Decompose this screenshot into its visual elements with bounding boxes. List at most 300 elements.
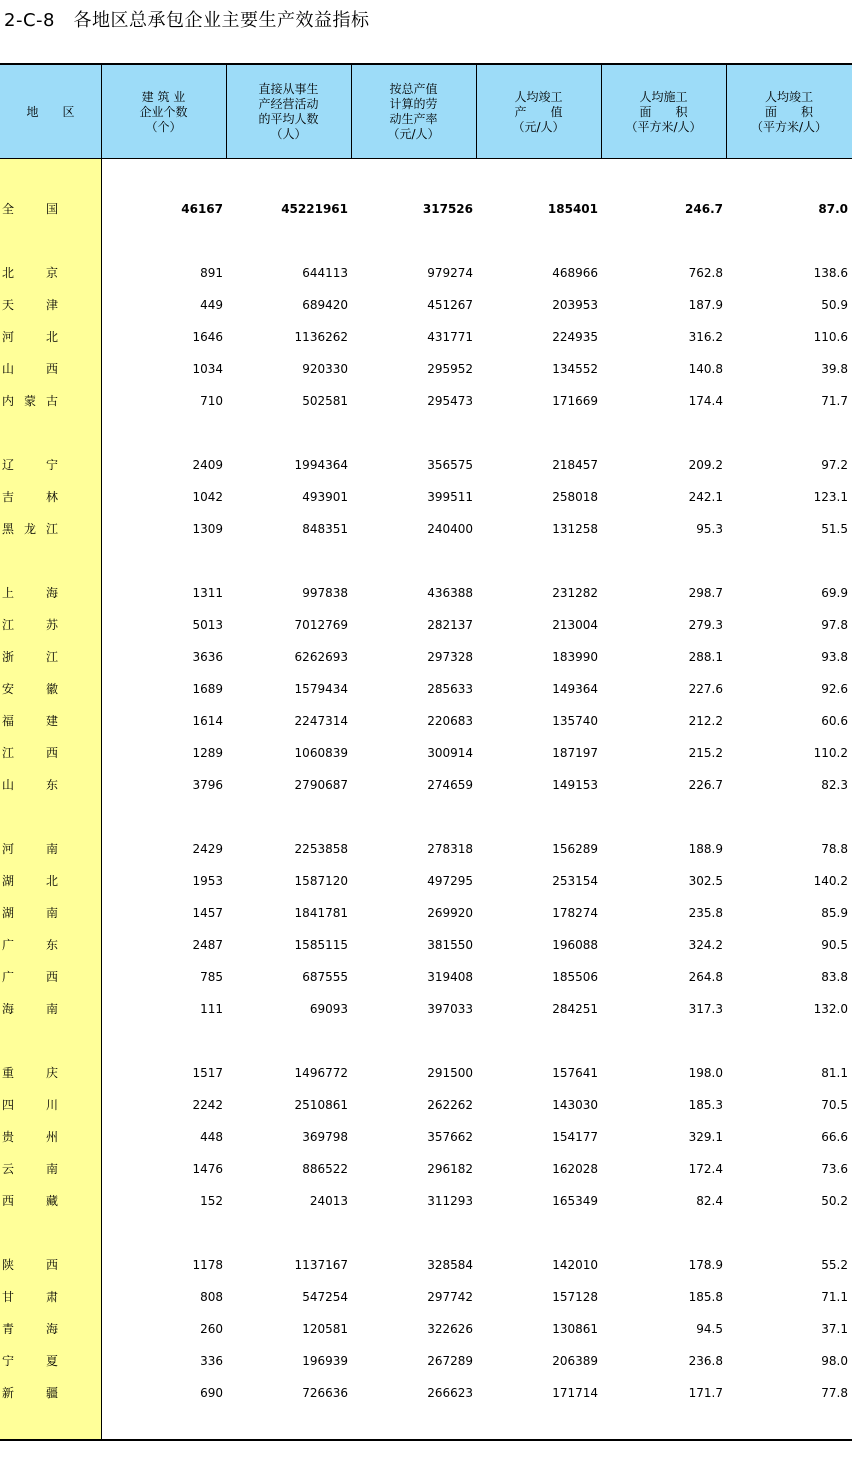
table-row <box>0 833 852 865</box>
region-name <box>2 737 58 769</box>
completed-output-per-capita-value: 468966 <box>552 266 598 280</box>
completed-output-per-capita-value: 131258 <box>552 522 598 536</box>
construction-area-per-capita-value: 236.8 <box>688 1354 723 1368</box>
completed-area-per-capita-value: 93.8 <box>821 650 848 664</box>
completed-area-per-capita-value: 39.8 <box>821 362 848 376</box>
construction-area-per-capita-value: 242.1 <box>688 490 723 504</box>
region-name-char: 山 <box>2 362 15 376</box>
completed-output-per-capita-value: 149364 <box>552 682 598 696</box>
average-employees-value: 502581 <box>302 394 348 408</box>
region-name-char: 天 <box>2 298 15 312</box>
region-name <box>2 641 58 673</box>
region-name-char: 南 <box>45 1002 58 1016</box>
labor-productivity-value: 291500 <box>427 1066 473 1080</box>
table-row <box>0 641 852 673</box>
labor-productivity-value: 267289 <box>427 1354 473 1368</box>
labor-productivity-value: 357662 <box>427 1130 473 1144</box>
completed-output-per-capita-value: 149153 <box>552 778 598 792</box>
completed-output-per-capita-value: 134552 <box>552 362 598 376</box>
header-divider <box>351 65 352 159</box>
completed-area-per-capita-value: 70.5 <box>821 1098 848 1112</box>
average-employees-value: 1579434 <box>294 682 348 696</box>
region-name-char: 南 <box>45 906 58 920</box>
table-row <box>0 481 852 513</box>
labor-productivity-value: 317526 <box>422 202 473 216</box>
completed-output-per-capita-value: 154177 <box>552 1130 598 1144</box>
completed-area-per-capita-value: 123.1 <box>813 490 848 504</box>
enterprise-count-value: 336 <box>200 1354 223 1368</box>
enterprise-count-value: 1309 <box>192 522 223 536</box>
completed-area-per-capita-value: 71.7 <box>821 394 848 408</box>
region-name-char: 国 <box>45 202 58 216</box>
construction-area-per-capita-value: 316.2 <box>688 330 723 344</box>
header-average-employees: 直接从事生 产经营活动 的平均人数 （人） <box>258 82 319 141</box>
labor-productivity-value: 262262 <box>427 1098 473 1112</box>
completed-output-per-capita-value: 258018 <box>552 490 598 504</box>
table-row <box>0 1313 852 1345</box>
region-name-char: 贵 <box>2 1130 15 1144</box>
enterprise-count-value: 2487 <box>192 938 223 952</box>
completed-area-per-capita-value: 90.5 <box>821 938 848 952</box>
enterprise-count-value: 710 <box>200 394 223 408</box>
region-name <box>2 865 58 897</box>
labor-productivity-value: 979274 <box>427 266 473 280</box>
completed-output-per-capita-value: 218457 <box>552 458 598 472</box>
header-divider <box>601 65 602 159</box>
construction-area-per-capita-value: 185.3 <box>688 1098 723 1112</box>
region-name-char: 河 <box>2 330 15 344</box>
table-row <box>0 1185 852 1217</box>
completed-output-per-capita-value: 203953 <box>552 298 598 312</box>
region-name <box>2 673 58 705</box>
average-employees-value: 69093 <box>309 1002 348 1016</box>
region-name-char: 河 <box>2 842 15 856</box>
region-name-char: 四 <box>2 1098 15 1112</box>
region-name-char: 东 <box>45 938 58 952</box>
region-name-char: 西 <box>45 1258 58 1272</box>
region-name-char: 苏 <box>45 618 58 632</box>
completed-output-per-capita-value: 171714 <box>552 1386 598 1400</box>
construction-area-per-capita-value: 94.5 <box>696 1322 723 1336</box>
region-name <box>2 1377 58 1409</box>
region-name-char: 陕 <box>2 1258 15 1272</box>
region-name-char: 海 <box>45 1322 58 1336</box>
table-row <box>0 1377 852 1409</box>
region-name <box>2 257 58 289</box>
table-row <box>0 577 852 609</box>
labor-productivity-value: 319408 <box>427 970 473 984</box>
table-row <box>0 1057 852 1089</box>
header-divider <box>226 65 227 159</box>
labor-productivity-value: 300914 <box>427 746 473 760</box>
table-row <box>0 737 852 769</box>
header-completed-output-per-capita: 人均竣工 产 值 （元/人） <box>512 89 565 134</box>
completed-output-per-capita-value: 284251 <box>552 1002 598 1016</box>
region-name-char: 辽 <box>2 458 15 472</box>
completed-output-per-capita-value: 162028 <box>552 1162 598 1176</box>
enterprise-count-value: 891 <box>200 266 223 280</box>
region-name-char: 湖 <box>2 874 15 888</box>
table-row <box>0 1249 852 1281</box>
labor-productivity-value: 322626 <box>427 1322 473 1336</box>
total-row <box>0 193 852 225</box>
labor-productivity-value: 278318 <box>427 842 473 856</box>
table-row <box>0 769 852 801</box>
region-name-char: 宁 <box>2 1354 15 1368</box>
region-name <box>2 897 58 929</box>
region-name <box>2 1153 58 1185</box>
construction-area-per-capita-value: 298.7 <box>688 586 723 600</box>
construction-area-per-capita-value: 174.4 <box>688 394 723 408</box>
average-employees-value: 1585115 <box>294 938 348 952</box>
header-enterprise-count: 建 筑 业 企业个数 （个） <box>139 89 188 134</box>
table-row <box>0 961 852 993</box>
labor-productivity-value: 269920 <box>427 906 473 920</box>
header-labor-productivity: 按总产值 计算的劳 动生产率 （元/人） <box>387 82 440 141</box>
labor-productivity-value: 282137 <box>427 618 473 632</box>
region-name-char: 云 <box>2 1162 15 1176</box>
completed-area-per-capita-value: 140.2 <box>813 874 848 888</box>
completed-output-per-capita-value: 171669 <box>552 394 598 408</box>
region-name-char: 新 <box>2 1386 15 1400</box>
enterprise-count-value: 1311 <box>192 586 223 600</box>
average-employees-value: 1136262 <box>294 330 348 344</box>
enterprise-count-value: 1953 <box>192 874 223 888</box>
region-name-char: 龙 <box>23 522 36 536</box>
labor-productivity-value: 266623 <box>427 1386 473 1400</box>
average-employees-value: 1060839 <box>294 746 348 760</box>
table-row <box>0 449 852 481</box>
table-row <box>0 993 852 1025</box>
enterprise-count-value: 1178 <box>192 1258 223 1272</box>
completed-output-per-capita-value: 185506 <box>552 970 598 984</box>
header-region: 地 区 <box>26 104 75 119</box>
header-divider <box>101 65 102 159</box>
region-name <box>2 993 58 1025</box>
construction-area-per-capita-value: 172.4 <box>688 1162 723 1176</box>
average-employees-value: 196939 <box>302 1354 348 1368</box>
region-name-char: 疆 <box>45 1386 58 1400</box>
construction-area-per-capita-value: 188.9 <box>688 842 723 856</box>
region-name <box>2 481 58 513</box>
enterprise-count-value: 3636 <box>192 650 223 664</box>
table-row <box>0 1121 852 1153</box>
labor-productivity-value: 295473 <box>427 394 473 408</box>
region-name-char: 州 <box>45 1130 58 1144</box>
region-name-char: 徽 <box>45 682 58 696</box>
labor-productivity-value: 274659 <box>427 778 473 792</box>
region-name <box>2 577 58 609</box>
region-name-char: 黑 <box>2 522 15 536</box>
completed-output-per-capita-value: 142010 <box>552 1258 598 1272</box>
average-employees-value: 997838 <box>302 586 348 600</box>
region-name-char: 川 <box>45 1098 58 1112</box>
enterprise-count-value: 1646 <box>192 330 223 344</box>
construction-area-per-capita-value: 171.7 <box>688 1386 723 1400</box>
labor-productivity-value: 297328 <box>427 650 473 664</box>
region-name-char: 南 <box>45 1162 58 1176</box>
completed-output-per-capita-value: 185401 <box>547 202 598 216</box>
region-name-char: 内 <box>2 394 15 408</box>
table-row <box>0 865 852 897</box>
completed-area-per-capita-value: 98.0 <box>821 1354 848 1368</box>
average-employees-value: 2253858 <box>294 842 348 856</box>
enterprise-count-value: 1042 <box>192 490 223 504</box>
header-divider <box>476 65 477 159</box>
table-row <box>0 705 852 737</box>
labor-productivity-value: 431771 <box>427 330 473 344</box>
enterprise-count-value: 1289 <box>192 746 223 760</box>
completed-area-per-capita-value: 51.5 <box>821 522 848 536</box>
completed-area-per-capita-value: 110.2 <box>813 746 848 760</box>
enterprise-count-value: 260 <box>200 1322 223 1336</box>
enterprise-count-value: 1457 <box>192 906 223 920</box>
completed-output-per-capita-value: 206389 <box>552 1354 598 1368</box>
region-name-char: 北 <box>45 874 58 888</box>
indicator-table <box>0 63 852 1441</box>
table-row <box>0 1345 852 1377</box>
table-row <box>0 929 852 961</box>
average-employees-value: 120581 <box>302 1322 348 1336</box>
table-row <box>0 385 852 417</box>
region-name-char: 古 <box>45 394 58 408</box>
header-divider <box>726 65 727 159</box>
completed-area-per-capita-value: 55.2 <box>821 1258 848 1272</box>
labor-productivity-value: 381550 <box>427 938 473 952</box>
table-bottom-rule <box>0 1439 852 1441</box>
construction-area-per-capita-value: 82.4 <box>696 1194 723 1208</box>
region-name <box>2 1057 58 1089</box>
region-name-char: 蒙 <box>23 394 36 408</box>
region-name-char: 北 <box>2 266 15 280</box>
region-name-char: 重 <box>2 1066 15 1080</box>
construction-area-per-capita-value: 212.2 <box>688 714 723 728</box>
region-name-char: 江 <box>45 650 58 664</box>
average-employees-value: 2247314 <box>294 714 348 728</box>
completed-area-per-capita-value: 77.8 <box>821 1386 848 1400</box>
region-name-char: 东 <box>45 778 58 792</box>
region-name <box>2 321 58 353</box>
region-name <box>2 449 58 481</box>
construction-area-per-capita-value: 187.9 <box>688 298 723 312</box>
completed-area-per-capita-value: 37.1 <box>821 1322 848 1336</box>
completed-output-per-capita-value: 231282 <box>552 586 598 600</box>
completed-area-per-capita-value: 97.2 <box>821 458 848 472</box>
region-name-char: 吉 <box>2 490 15 504</box>
construction-area-per-capita-value: 215.2 <box>688 746 723 760</box>
average-employees-value: 24013 <box>309 1194 348 1208</box>
construction-area-per-capita-value: 329.1 <box>688 1130 723 1144</box>
construction-area-per-capita-value: 178.9 <box>688 1258 723 1272</box>
construction-area-per-capita-value: 185.8 <box>688 1290 723 1304</box>
average-employees-value: 6262693 <box>294 650 348 664</box>
completed-area-per-capita-value: 69.9 <box>821 586 848 600</box>
completed-output-per-capita-value: 187197 <box>552 746 598 760</box>
region-name-char: 庆 <box>45 1066 58 1080</box>
completed-area-per-capita-value: 60.6 <box>821 714 848 728</box>
labor-productivity-value: 296182 <box>427 1162 473 1176</box>
region-name-char: 建 <box>45 714 58 728</box>
region-name <box>2 385 58 417</box>
average-employees-value: 7012769 <box>294 618 348 632</box>
completed-area-per-capita-value: 85.9 <box>821 906 848 920</box>
region-name-char: 肃 <box>45 1290 58 1304</box>
region-name <box>2 1185 58 1217</box>
region-name-char: 江 <box>2 618 15 632</box>
completed-area-per-capita-value: 50.2 <box>821 1194 848 1208</box>
enterprise-count-value: 1614 <box>192 714 223 728</box>
region-name <box>2 1281 58 1313</box>
labor-productivity-value: 328584 <box>427 1258 473 1272</box>
completed-area-per-capita-value: 97.8 <box>821 618 848 632</box>
construction-area-per-capita-value: 324.2 <box>688 938 723 952</box>
region-name <box>2 609 58 641</box>
enterprise-count-value: 1517 <box>192 1066 223 1080</box>
region-name-char: 江 <box>2 746 15 760</box>
header-construction-area-per-capita: 人均施工 面 积 （平方米/人） <box>625 89 702 134</box>
average-employees-value: 644113 <box>302 266 348 280</box>
enterprise-count-value: 111 <box>200 1002 223 1016</box>
labor-productivity-value: 285633 <box>427 682 473 696</box>
region-name <box>2 961 58 993</box>
region-name-char: 青 <box>2 1322 15 1336</box>
enterprise-count-value: 1689 <box>192 682 223 696</box>
enterprise-count-value: 449 <box>200 298 223 312</box>
table-row <box>0 1281 852 1313</box>
completed-area-per-capita-value: 87.0 <box>818 202 848 216</box>
region-name-char: 津 <box>45 298 58 312</box>
region-name-char: 江 <box>45 522 58 536</box>
enterprise-count-value: 448 <box>200 1130 223 1144</box>
completed-output-per-capita-value: 224935 <box>552 330 598 344</box>
enterprise-count-value: 5013 <box>192 618 223 632</box>
construction-area-per-capita-value: 246.7 <box>685 202 723 216</box>
table-row <box>0 321 852 353</box>
completed-output-per-capita-value: 130861 <box>552 1322 598 1336</box>
region-name-char: 湖 <box>2 906 15 920</box>
region-name-char: 福 <box>2 714 15 728</box>
region-name <box>2 353 58 385</box>
construction-area-per-capita-value: 226.7 <box>688 778 723 792</box>
average-employees-value: 1994364 <box>294 458 348 472</box>
enterprise-count-value: 690 <box>200 1386 223 1400</box>
region-name-char: 广 <box>2 970 15 984</box>
table-row <box>0 353 852 385</box>
average-employees-value: 45221961 <box>281 202 348 216</box>
completed-output-per-capita-value: 157641 <box>552 1066 598 1080</box>
enterprise-count-value: 1034 <box>192 362 223 376</box>
table-row <box>0 1153 852 1185</box>
region-name-char: 南 <box>45 842 58 856</box>
region-name <box>2 769 58 801</box>
construction-area-per-capita-value: 209.2 <box>688 458 723 472</box>
average-employees-value: 547254 <box>302 1290 348 1304</box>
labor-productivity-value: 297742 <box>427 1290 473 1304</box>
enterprise-count-value: 1476 <box>192 1162 223 1176</box>
region-name-char: 浙 <box>2 650 15 664</box>
construction-area-per-capita-value: 140.8 <box>688 362 723 376</box>
completed-output-per-capita-value: 178274 <box>552 906 598 920</box>
region-name-char: 上 <box>2 586 15 600</box>
average-employees-value: 1587120 <box>294 874 348 888</box>
region-name <box>2 193 58 225</box>
region-name <box>2 1121 58 1153</box>
region-name-char: 夏 <box>45 1354 58 1368</box>
labor-productivity-value: 356575 <box>427 458 473 472</box>
region-name-char: 广 <box>2 938 15 952</box>
region-name-char: 西 <box>45 746 58 760</box>
region-name-char: 西 <box>2 1194 15 1208</box>
construction-area-per-capita-value: 227.6 <box>688 682 723 696</box>
construction-area-per-capita-value: 264.8 <box>688 970 723 984</box>
average-employees-value: 689420 <box>302 298 348 312</box>
construction-area-per-capita-value: 288.1 <box>688 650 723 664</box>
table-row <box>0 673 852 705</box>
completed-output-per-capita-value: 183990 <box>552 650 598 664</box>
average-employees-value: 2790687 <box>294 778 348 792</box>
labor-productivity-value: 436388 <box>427 586 473 600</box>
region-name <box>2 929 58 961</box>
construction-area-per-capita-value: 317.3 <box>688 1002 723 1016</box>
completed-area-per-capita-value: 66.6 <box>821 1130 848 1144</box>
labor-productivity-value: 399511 <box>427 490 473 504</box>
region-name <box>2 513 58 545</box>
region-name-char: 海 <box>45 586 58 600</box>
completed-output-per-capita-value: 157128 <box>552 1290 598 1304</box>
completed-area-per-capita-value: 81.1 <box>821 1066 848 1080</box>
completed-output-per-capita-value: 213004 <box>552 618 598 632</box>
enterprise-count-value: 46167 <box>181 202 223 216</box>
enterprise-count-value: 2242 <box>192 1098 223 1112</box>
region-name <box>2 289 58 321</box>
construction-area-per-capita-value: 95.3 <box>696 522 723 536</box>
average-employees-value: 493901 <box>302 490 348 504</box>
construction-area-per-capita-value: 762.8 <box>688 266 723 280</box>
region-name <box>2 1313 58 1345</box>
labor-productivity-value: 397033 <box>427 1002 473 1016</box>
labor-productivity-value: 311293 <box>427 1194 473 1208</box>
average-employees-value: 1137167 <box>294 1258 348 1272</box>
completed-output-per-capita-value: 143030 <box>552 1098 598 1112</box>
completed-output-per-capita-value: 165349 <box>552 1194 598 1208</box>
average-employees-value: 1841781 <box>294 906 348 920</box>
completed-area-per-capita-value: 138.6 <box>813 266 848 280</box>
enterprise-count-value: 3796 <box>192 778 223 792</box>
region-name-char: 林 <box>45 490 58 504</box>
average-employees-value: 687555 <box>302 970 348 984</box>
construction-area-per-capita-value: 198.0 <box>688 1066 723 1080</box>
completed-output-per-capita-value: 156289 <box>552 842 598 856</box>
region-name-char: 宁 <box>45 458 58 472</box>
completed-area-per-capita-value: 132.0 <box>813 1002 848 1016</box>
construction-area-per-capita-value: 279.3 <box>688 618 723 632</box>
average-employees-value: 726636 <box>302 1386 348 1400</box>
average-employees-value: 1496772 <box>294 1066 348 1080</box>
table-row <box>0 257 852 289</box>
average-employees-value: 2510861 <box>294 1098 348 1112</box>
region-name-char: 西 <box>45 362 58 376</box>
table-row <box>0 513 852 545</box>
completed-area-per-capita-value: 92.6 <box>821 682 848 696</box>
region-name-char: 海 <box>2 1002 15 1016</box>
completed-output-per-capita-value: 135740 <box>552 714 598 728</box>
labor-productivity-value: 240400 <box>427 522 473 536</box>
completed-area-per-capita-value: 50.9 <box>821 298 848 312</box>
completed-area-per-capita-value: 82.3 <box>821 778 848 792</box>
construction-area-per-capita-value: 302.5 <box>688 874 723 888</box>
completed-area-per-capita-value: 83.8 <box>821 970 848 984</box>
construction-area-per-capita-value: 235.8 <box>688 906 723 920</box>
